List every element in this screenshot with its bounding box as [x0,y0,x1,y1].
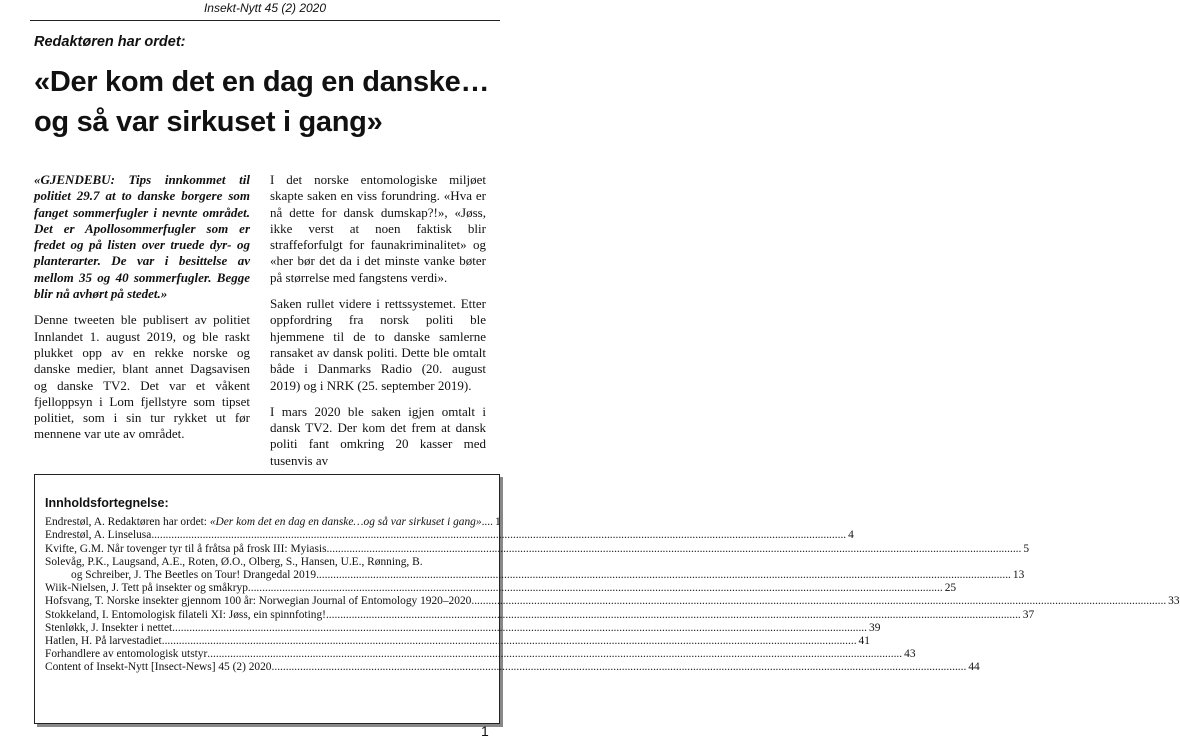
toc-leader-dots [471,595,1166,608]
toc-page-number: 13 [1012,569,1025,582]
running-title: Insekt-Nytt 45 (2) 2020 [203,1,327,15]
column-left [34,172,250,453]
table-of-contents [34,474,1180,724]
toc-entry-text: Forhandlere av entomologisk utstyr [45,648,208,661]
article-kicker: Redaktøren har ordet: [34,34,186,50]
toc-leader-dots [327,543,1022,556]
toc-leader-dots [207,648,902,661]
toc-page-number: 25 [944,582,957,595]
toc-entry[interactable] [45,648,916,661]
toc-entry[interactable] [45,661,980,674]
toc-entry[interactable] [45,608,1035,622]
toc-entry[interactable] [45,542,1030,556]
toc-entry-text: Hatlen, H. På larvestadiet [45,635,162,648]
toc-list [45,529,1180,674]
paragraph-3: Saken rullet videre i rettssystemet. Etter oppfordring fra norsk politi ble hjemmene til de to danske samlerne ransaket av dansk politi. Dette ble omtalt både i Danmarks Radio (20. august 2019) og i NRK (25. september 2019). [270,296,486,393]
toc-page-number: 4 [848,529,854,542]
toc-leader-dots [272,661,967,674]
toc-page-number: 39 [869,621,881,634]
toc-page-number: 37 [1022,608,1035,621]
toc-leader-dots [162,635,857,648]
column-right [270,172,486,479]
toc-leader-dots [326,609,1021,622]
toc-entry[interactable] [45,569,1025,582]
toc-entry-text: Content of Insekt-Nytt [Insect-News] 45 (2) 2020 [45,661,272,674]
paragraph-4: I mars 2020 ble saken igjen omtalt i dansk TV2. Der kom det frem at dansk politi fant omkring 20 kasser med tusenvis av [270,403,486,468]
toc-entry[interactable] [45,516,501,529]
toc-page-number: 41 [858,635,870,648]
toc-entry-title-italic: «Der kom det en dag en danske…og så var sirkuset i gang» [209,516,482,529]
paragraph-2: I det norske entomologiske miljøet skapte saken en viss forundring. «Hva er nå dette for dansk dumskap?!», «Jøss, ikke verst at noen faktisk blir straffeforfulgt for faunakriminalitet» og «her bør det da i det minste vanke bøter på størrelse med fangstens verdi». [270,172,486,285]
title-line-1: «Der kom det en dag en danske… [34,66,490,98]
toc-entry[interactable] [45,595,1180,608]
toc-entry-text: Endrestøl, A. Linselusa [45,529,152,542]
toc-page-number: 43 [904,648,916,661]
toc-entry[interactable] [45,621,881,635]
toc-entry-dots: .... [481,516,493,529]
toc-leader-dots [316,569,1011,582]
running-header [30,0,500,21]
toc-entry[interactable] [45,529,854,542]
toc-entry-author: Endrestøl, A. Redaktøren har ordet: [45,516,210,529]
toc-page-number: 33 [1168,595,1180,608]
toc-leader-dots [248,582,943,595]
paragraph-1: Denne tweeten ble publisert av politiet Innlandet 1. august 2019, og ble raskt plukket opp av en rekke norske og danske medier, blant annet Dagsavisen og danske TV2. Det var et våkent fjelloppsyn i Lom fjellstyre som tipset politiet, som i sin tur rykket ut før mennene var ute av området. [34,312,250,442]
toc-entry-text: og Schreiber, J. The Beetles on Tour! Drangedal 2019 [71,569,317,582]
toc-page-number: 5 [1023,542,1030,555]
toc-entry-text: Hofsvang, T. Norske insekter gjennom 100 år: Norwegian Journal of Entomology 1920–2020 [45,595,472,608]
lead-quote: «GJENDEBU: Tips innkommet til politiet 29.7 at to danske borgere som fanget sommerfugler i nevnte området. Det er Apollosommerfugler som er fredet og på listen over truede dyr- og planterarter. De var i besittelse av mellom 35 og 40 sommerfugler. Begge blir nå avhørt på stedet.» [34,172,250,302]
article-title [34,62,504,142]
toc-heading: Innholdsfortegnelse: [45,496,169,510]
toc-entry-text: Wiik-Nielsen, J. Tett på insekter og småkryp [45,582,248,595]
title-line-2: og så var sirkuset i gang» [34,106,383,138]
toc-entry[interactable] [45,582,957,595]
toc-entry-text: Solevåg, P.K., Laugsand, A.E., Roten, Ø.O., Olberg, S., Hansen, U.E., Rønning, B. [45,555,423,568]
toc-page-number: 1 [494,516,501,529]
page-number: 1 [481,723,489,739]
toc-entry[interactable] [45,635,870,648]
toc-leader-dots [172,622,867,635]
toc-entry-text: Kvifte, G.M. Når tovenger tyr til å fråtsa på frosk III: Myiasis [45,542,327,555]
toc-page-number: 44 [968,661,980,674]
toc-leader-dots [151,529,846,542]
toc-entry-text: Stenløkk, J. Insekter i nettet [45,621,173,634]
toc-entry-text: Stokkeland, I. Entomologisk filateli XI: Jøss, ein spinnfoting! [45,608,326,621]
toc-entry[interactable] [45,556,489,569]
